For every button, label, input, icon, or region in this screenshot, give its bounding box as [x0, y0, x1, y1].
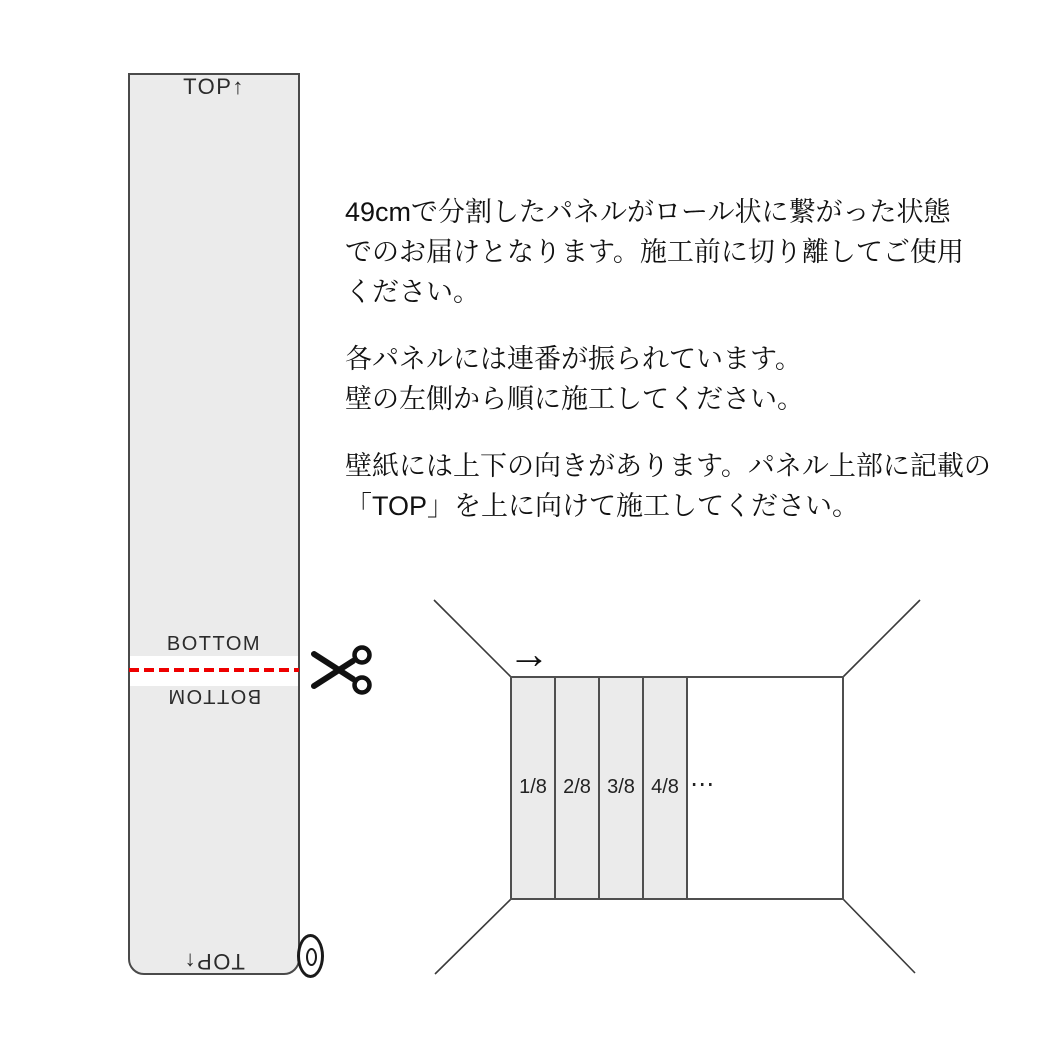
strip-top-label: TOP↑ — [183, 74, 245, 99]
strip-bottom-label: BOTTOM — [166, 633, 262, 655]
install-direction-arrow: → — [508, 630, 550, 677]
text-line: 49cmで分割したパネルがロール状に繋がった状態 — [345, 197, 951, 227]
cut-line-dashed — [129, 668, 299, 672]
wall-panel-label-2: 2/8 — [563, 776, 591, 798]
wall-panels-ellipsis: ⋯ — [690, 771, 714, 798]
strip-next-top-label-mirrored: TOP↑ — [183, 949, 245, 974]
text-line: 各パネルには連番が振られています。 — [345, 344, 802, 374]
wall-panel-label-1: 1/8 — [519, 776, 547, 798]
strip-bottom-label-mirrored: BOTTOM — [166, 685, 262, 707]
text-line: 壁の左側から順に施工してください。 — [345, 384, 804, 414]
text-line: 「TOP」を上に向けて施工してください。 — [345, 491, 860, 521]
text-line: でのお届けとなります。施工前に切り離してご使用 — [345, 237, 964, 267]
paragraph-delivery — [345, 192, 1005, 312]
instruction-text — [345, 192, 1005, 553]
wallpaper-strip — [128, 73, 300, 975]
paragraph-numbering — [345, 339, 1005, 419]
text-line: ください。 — [345, 277, 480, 307]
scissors-icon — [311, 645, 375, 695]
wall-panel-label-3: 3/8 — [607, 776, 635, 798]
wallpaper-roll-core-hole — [306, 948, 317, 966]
paragraph-orientation — [345, 446, 1005, 526]
wall-panel-label-4: 4/8 — [651, 776, 679, 798]
text-line: 壁紙には上下の向きがあります。パネル上部に記載の — [345, 451, 991, 481]
